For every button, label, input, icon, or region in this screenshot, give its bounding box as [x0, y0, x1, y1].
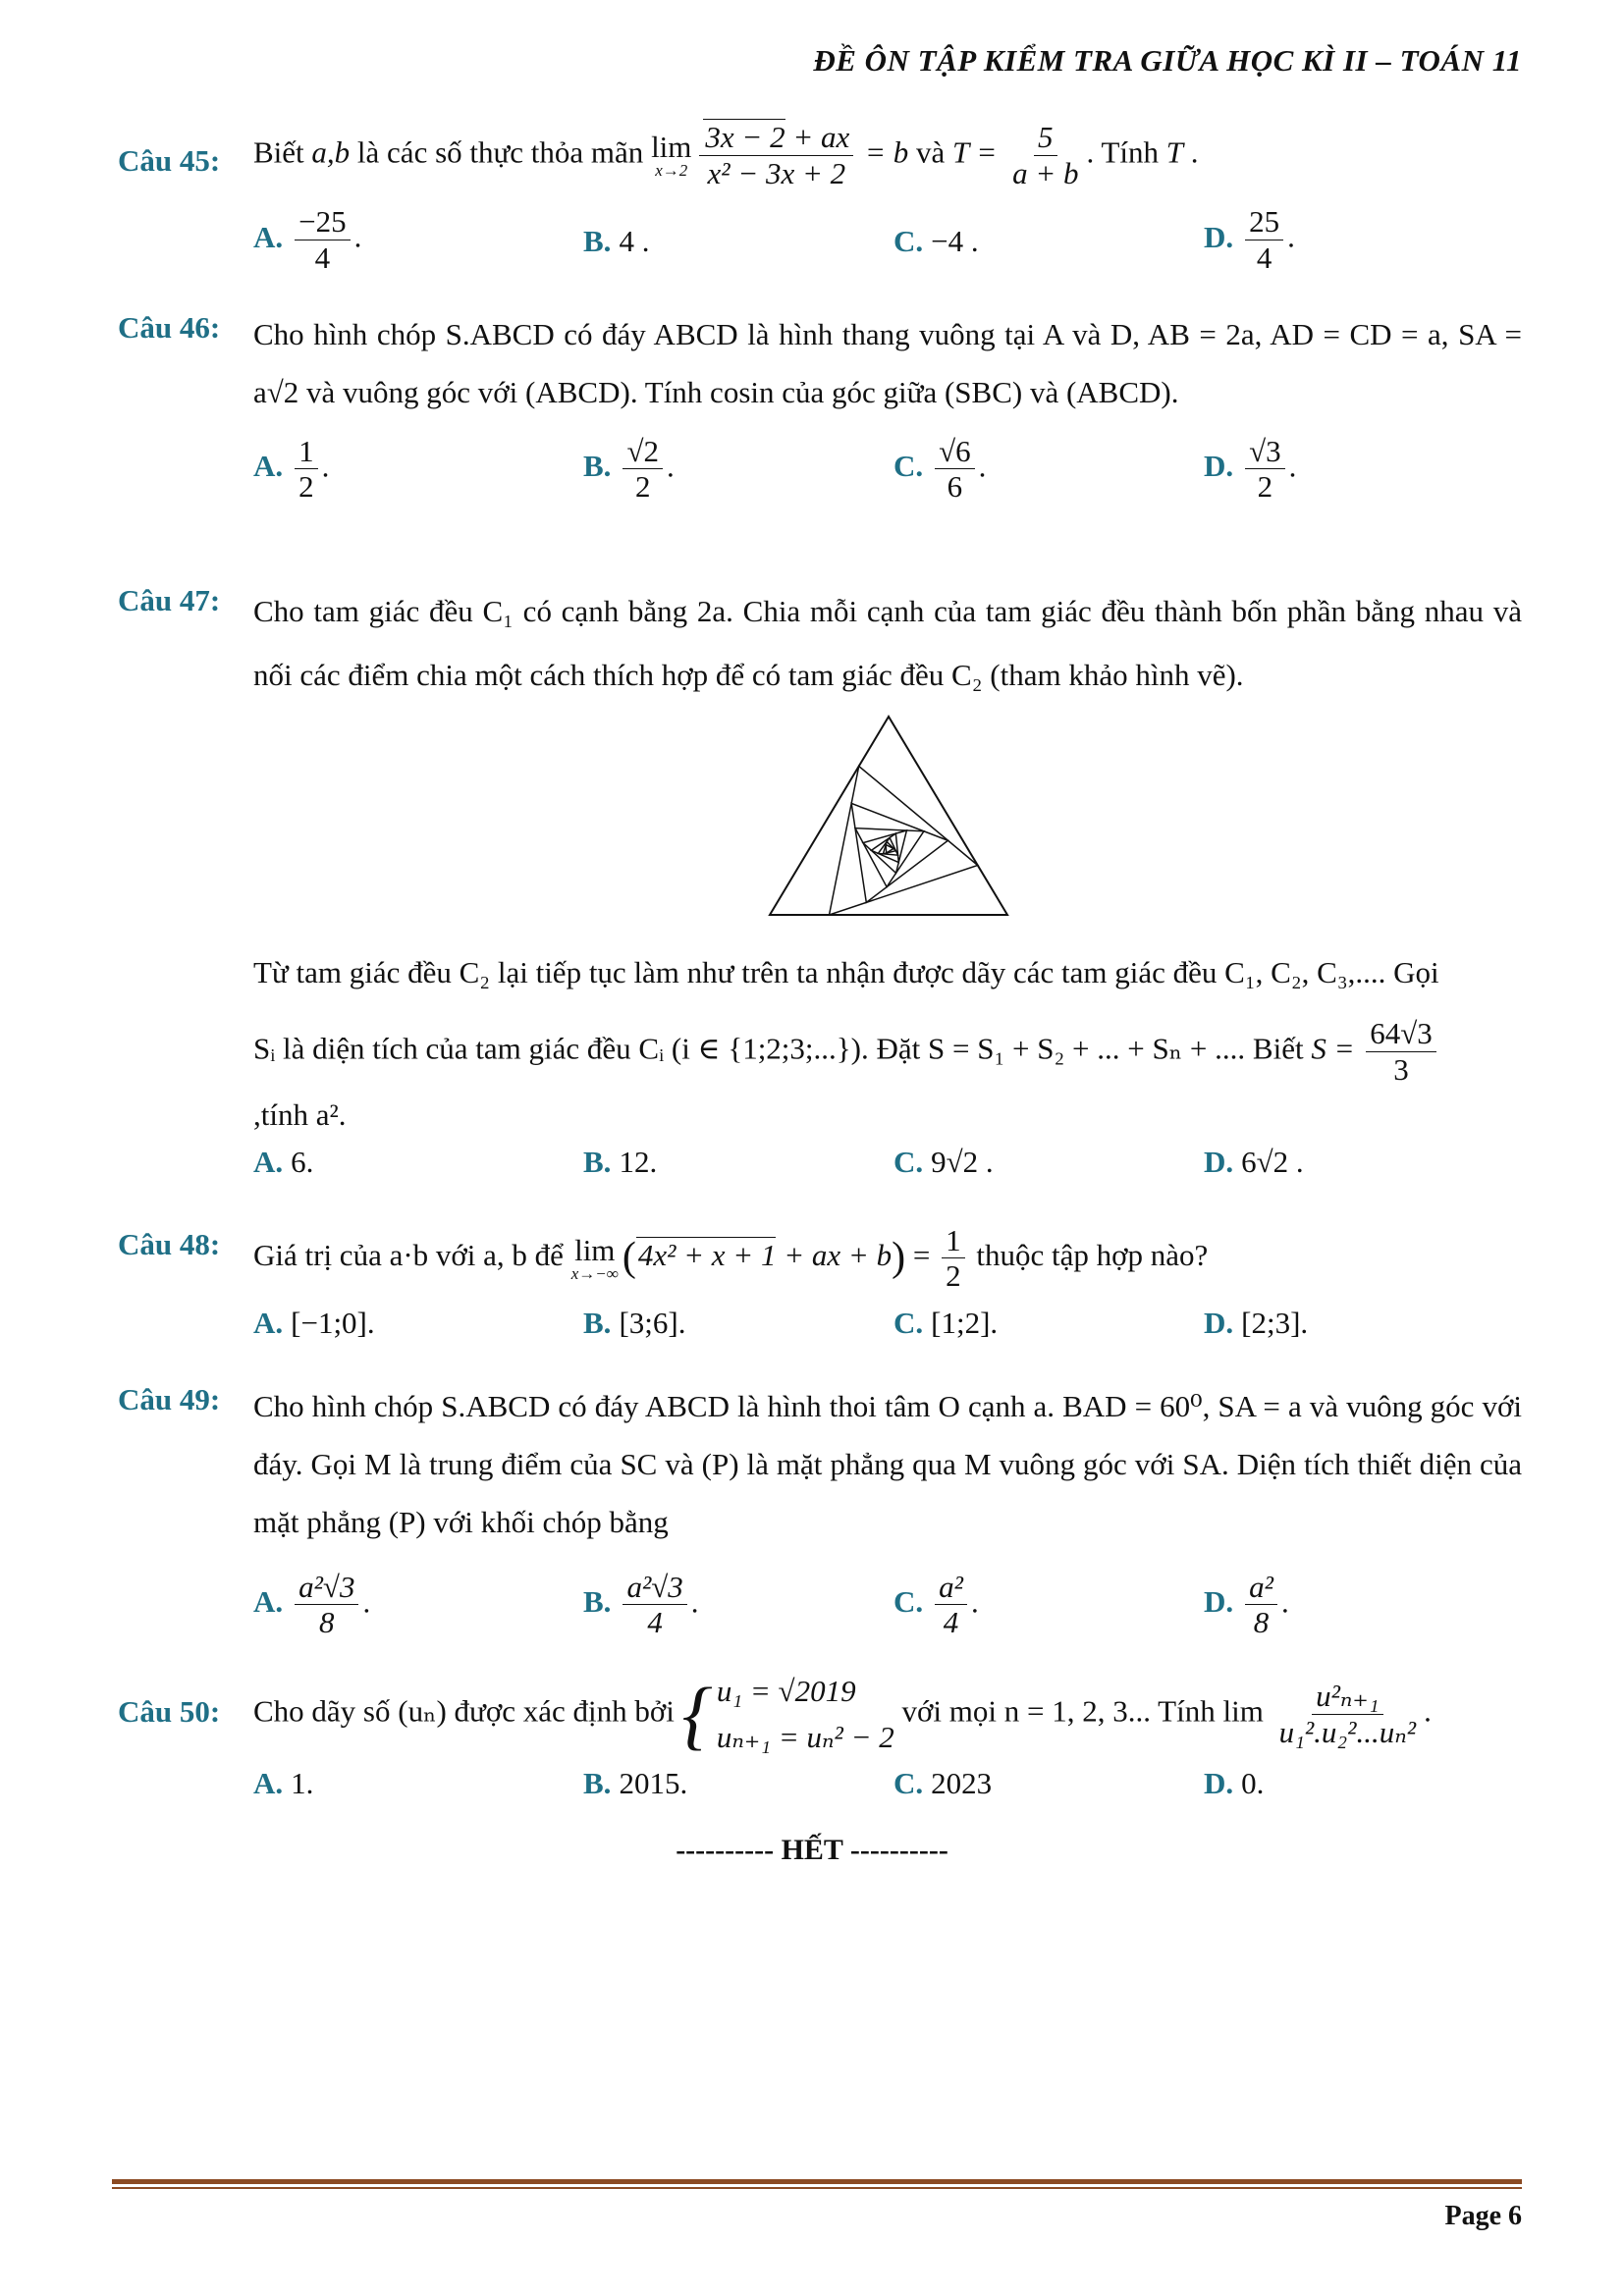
question-label: Câu 48: [118, 1227, 221, 1261]
option-b[interactable]: B. [3;6]. [583, 1305, 686, 1340]
question-label: Câu 46: [118, 310, 221, 345]
question-label: Câu 47: [118, 583, 221, 617]
option-d[interactable]: D. [2;3]. [1204, 1305, 1309, 1340]
option-c[interactable]: C. $\frac{√6}{6}$ . [893, 433, 987, 505]
question-45 [118, 120, 1522, 275]
question-50 [118, 1669, 1522, 1825]
limit-operator: lim x→−∞ [570, 1232, 619, 1283]
option-b[interactable]: B. 12. [583, 1145, 658, 1180]
question-text-4: ,tính a². [253, 1097, 347, 1133]
option-d[interactable]: D. $\frac{\text{a²}}{8}$ . [1204, 1569, 1289, 1640]
question-text: Cho hình chóp S.ABCD có đáy ABCD là hình thang vuông tại A và D, AB = 2a, AD = CD = a, SA = a√2 và vuông góc với (ABCD). Tính cosin của góc giữa (SBC) và (ABCD). [253, 317, 1522, 409]
option-d[interactable]: D. 6√2 . [1204, 1145, 1304, 1180]
question-label: Câu 50: [118, 1694, 221, 1729]
answer-options [253, 1766, 1522, 1825]
question-text-3: Sᵢ là diện tích của tam giác đều Cᵢ (i ∈ {1;2;3;...}). Đặt S = S₁ + S₂ + ... + Sₙ + .... Biết S = $\frac{64√3}{3}$ [253, 1016, 1522, 1087]
limit-operator: lim x→2 [651, 130, 692, 181]
option-a[interactable]: A. 1. [253, 1766, 314, 1800]
triangle-diagram [766, 713, 1011, 919]
option-a[interactable]: A. [−1;0]. [253, 1305, 375, 1340]
option-b[interactable]: B. $\frac{\text{a²√3}}{4}$ . [583, 1569, 699, 1640]
option-a[interactable]: A. $\frac{\text{a²√3}}{8}$ . [253, 1569, 371, 1640]
t-fraction: $\frac{5}{a + b}$ [1012, 120, 1079, 190]
question-47-continued [118, 944, 1522, 1203]
option-d[interactable]: D. $\frac{√3}{2}$ . [1204, 433, 1297, 505]
question-48 [118, 1219, 1522, 1364]
question-text-2: Từ tam giác đều C₂ lại tiếp tục làm như trên ta nhận được dãy các tam giác đều C₁, C₂, C₃,.... Gọi [253, 955, 1439, 989]
footer-rule-thin [112, 2187, 1522, 2189]
question-47 [118, 579, 1522, 707]
option-a[interactable]: A. $\frac{1}{2}$ . [253, 433, 330, 505]
option-b[interactable]: B. 4 . [583, 224, 650, 259]
question-text: Giá trị của a·b với a, b để lim x→−∞ (4x² + x + 1 + ax + b) = $\frac{1}{2}$ thuộc tập hợp nào? [253, 1222, 1209, 1294]
option-c[interactable]: C. 9√2 . [893, 1145, 994, 1180]
option-a[interactable]: A. 6. [253, 1145, 314, 1180]
option-c[interactable]: C. $\frac{\text{a²}}{4}$ . [893, 1569, 979, 1640]
option-d[interactable]: D. $\frac{25}{4}$ . [1204, 204, 1295, 275]
option-c[interactable]: C. [1;2]. [893, 1305, 999, 1340]
answer-options [253, 1306, 1522, 1364]
limit-fraction: $\frac{3x - 2 + ax}{\text{x² − 3x + 2}}$ [699, 120, 853, 190]
question-text: Cho hình chóp S.ABCD có đáy ABCD là hình thoi tâm O cạnh a. BAD = 60⁰, SA = a và vuông góc với đáy. Gọi M là trung điểm của SC và (P) là mặt phẳng qua M vuông góc với SA. Diện tích thiết diện của mặt phẳng (P) với khối chóp bằng [253, 1389, 1522, 1539]
question-label: Câu 45: [118, 143, 221, 178]
page-header: ĐỀ ÔN TẬP KIỂM TRA GIỮA HỌC KÌ II – TOÁN 11 [813, 43, 1522, 78]
question-49 [118, 1378, 1522, 1648]
answer-options [253, 433, 1522, 505]
triangle-c3 [851, 803, 947, 902]
answer-options [253, 204, 1522, 275]
question-46 [118, 306, 1522, 505]
footer-rule [112, 2179, 1522, 2184]
end-marker: ---------- HẾT ---------- [676, 1834, 948, 1866]
option-a[interactable]: A. $\frac{-25}{4}$ . [253, 204, 362, 275]
question-text: Cho tam giác đều C₁ có cạnh bằng 2a. Chia mỗi cạnh của tam giác đều thành bốn phần bằng nhau và nối các điểm chia một cách thích hợp để có tam giác đều C₂ (tham khảo hình vẽ). [253, 594, 1522, 693]
spiral-triangles-figure [766, 713, 1011, 927]
recurrence-system: { u₁ = √2019 uₙ₊₁ = uₙ² − 2 [681, 1671, 894, 1757]
option-b[interactable]: B. 2015. [583, 1766, 688, 1800]
option-c[interactable]: C. −4 . [893, 224, 979, 259]
question-label: Câu 49: [118, 1382, 221, 1416]
option-d[interactable]: D. 0. [1204, 1766, 1265, 1800]
option-c[interactable]: C. 2023 [893, 1766, 993, 1800]
answer-options [253, 1145, 1522, 1203]
question-text: Biết a,b là các số thực thỏa mãn lim x→2 $\frac{3x - 2 + ax}{\text{x² − 3x + 2}}$ = b và T = $\frac{5}{a + b}$ . Tính T . [253, 120, 1199, 190]
page-number: Page 6 [1444, 2201, 1522, 2231]
answer-options [253, 1570, 1522, 1648]
option-b[interactable]: B. $\frac{√2}{2}$ . [583, 433, 675, 505]
question-text: Cho dãy số (uₙ) được xác định bởi { u₁ = √2019 uₙ₊₁ = uₙ² − 2 với mọi n = 1, 2, 3... Tính lim $\frac{\text{u²ₙ₊₁}}{\text{u₁².u₂²...uₙ²}}$ . [253, 1669, 1522, 1760]
